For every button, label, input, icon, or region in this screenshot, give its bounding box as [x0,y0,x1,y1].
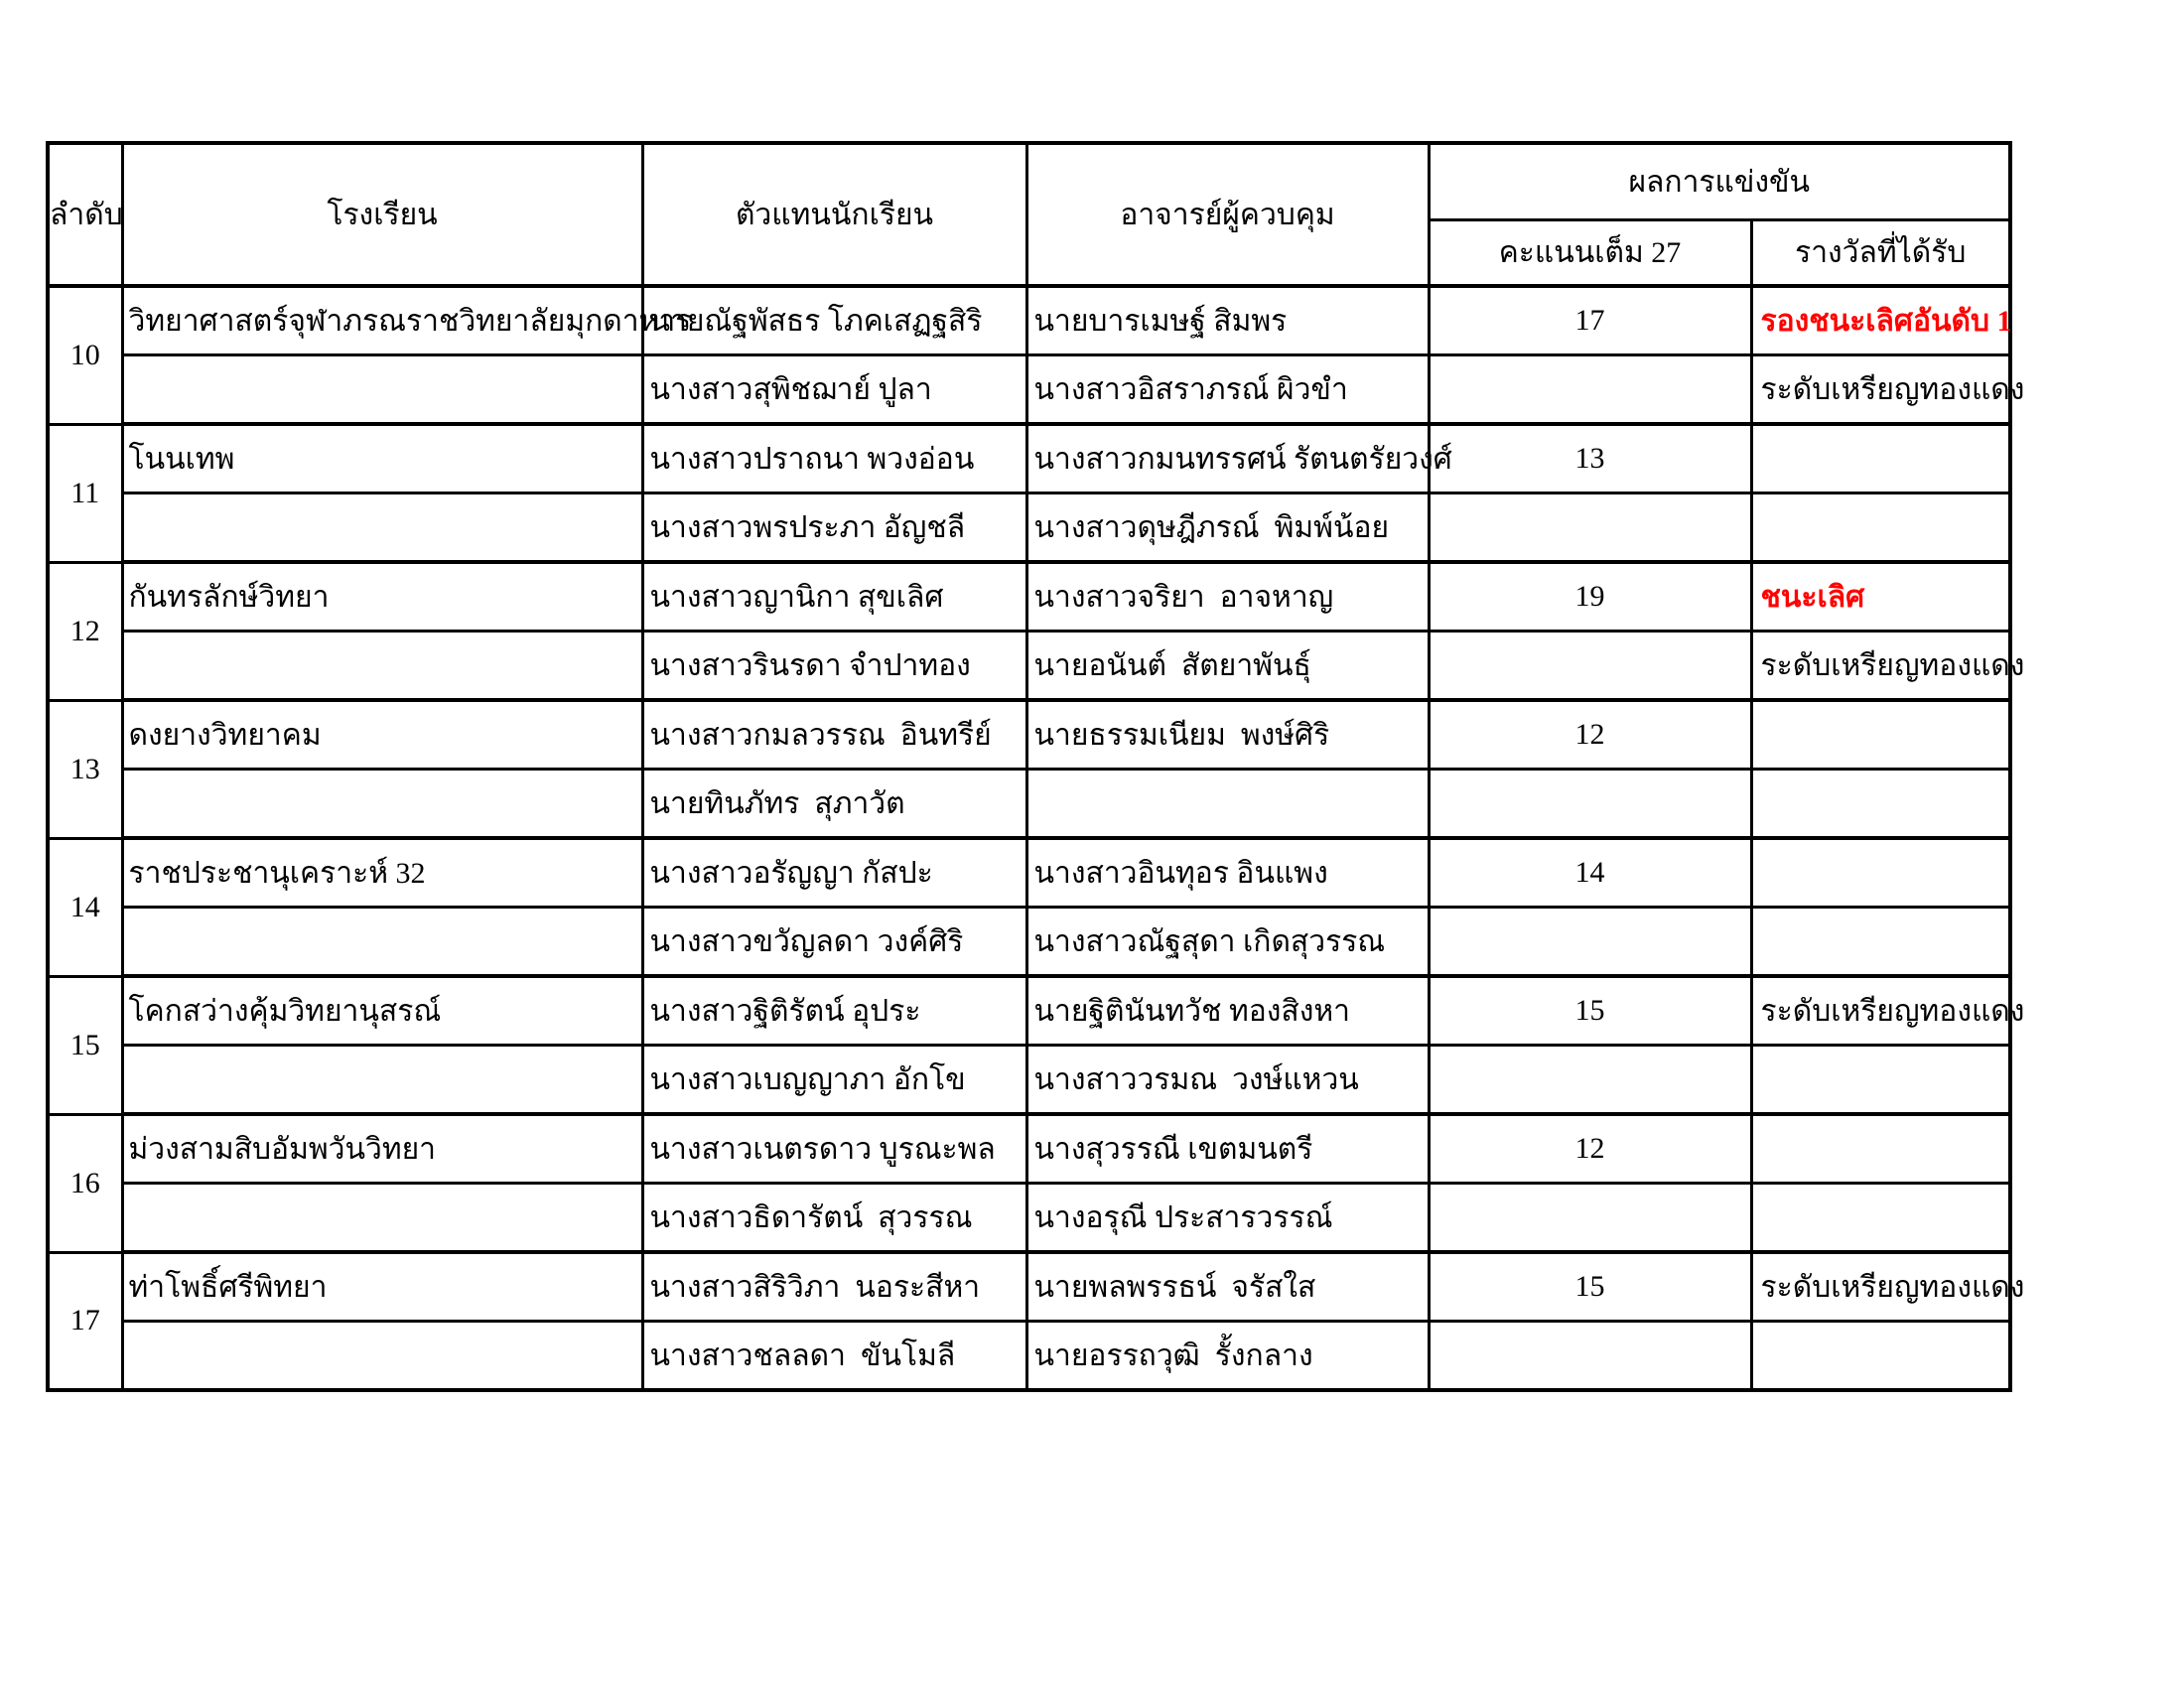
teacher1-cell: นางสาวกมนทรรศน์ รัตนตรัยวงศ์ [1026,424,1429,493]
header-score: คะแนนเต็ม 27 [1429,220,1751,287]
school-cell: โคกสว่างคุ้มวิทยานุสรณ์ [122,976,642,1046]
teacher2-cell: นางสาวณัฐสุดา เกิดสุวรรณ [1026,908,1429,977]
teacher2-cell: นายอรรถวุฒิ รั้งกลาง [1026,1322,1429,1391]
award2-cell: ระดับเหรียญทองแดง [1751,632,2010,701]
score-empty-cell [1429,1322,1751,1391]
school-cell: ม่วงสามสิบอัมพวันวิทยา [122,1114,642,1184]
student1-cell: นางสาวญานิกา สุขเลิศ [642,562,1026,632]
student1-cell: นางสาวเนตรดาว บูรณะพล [642,1114,1026,1184]
school-cell: วิทยาศาสตร์จุฬาภรณราชวิทยาลัยมุกดาหาร [122,286,642,355]
teacher2-cell [1026,770,1429,839]
award1-cell: ระดับเหรียญทองแดง [1751,976,2010,1046]
score-empty-cell [1429,493,1751,563]
student1-cell: นายณัฐพัสธร โภคเสฏฐสิริ [642,286,1026,355]
table-row-second-line [48,1046,2010,1115]
student1-cell: นางสาวปราถนา พวงอ่อน [642,424,1026,493]
award1-cell: รองชนะเลิศอันดับ 1 [1751,286,2010,355]
score-empty-cell [1429,770,1751,839]
teacher2-cell: นายอนันต์ สัตยาพันธุ์ [1026,632,1429,701]
school-empty-cell [122,1046,642,1115]
header-students: ตัวแทนนักเรียน [642,143,1026,286]
teacher1-cell: นางสาวจริยา อาจหาญ [1026,562,1429,632]
table-header [48,143,2010,286]
score-cell: 14 [1429,838,1751,908]
table-row-second-line [48,908,2010,977]
score-cell: 12 [1429,1114,1751,1184]
table-row-second-line [48,355,2010,425]
award1-cell: ระดับเหรียญทองแดง [1751,1252,2010,1322]
school-cell: ดงยางวิทยาคม [122,700,642,770]
school-cell: กันทรลักษ์วิทยา [122,562,642,632]
student2-cell: นางสาวรินรดา จำปาทอง [642,632,1026,701]
order-cell: 14 [48,838,122,976]
table-row-second-line [48,1184,2010,1253]
student2-cell: นางสาวชลลดา ขันโมลี [642,1322,1026,1391]
student2-cell: นายทินภัทร สุภาวัต [642,770,1026,839]
student2-cell: นางสาวสุพิชฌาย์ ปูลา [642,355,1026,425]
header-award: รางวัลที่ได้รับ [1751,220,2010,287]
teacher1-cell: นางสาวอินทุอร อินแพง [1026,838,1429,908]
school-cell: ท่าโพธิ์ศรีพิทยา [122,1252,642,1322]
score-cell: 13 [1429,424,1751,493]
student2-cell: นางสาวธิดารัตน์ สุวรรณ [642,1184,1026,1253]
table-row [48,838,2010,908]
order-cell: 15 [48,976,122,1114]
score-empty-cell [1429,632,1751,701]
award1-cell [1751,700,2010,770]
score-cell: 15 [1429,1252,1751,1322]
score-cell: 12 [1429,700,1751,770]
teacher1-cell: นายบารเมษฐ์ สิมพร [1026,286,1429,355]
header-school: โรงเรียน [122,143,642,286]
school-empty-cell [122,355,642,425]
school-empty-cell [122,1322,642,1391]
teacher2-cell: นางอรุณี ประสารวรรณ์ [1026,1184,1429,1253]
table-row [48,424,2010,493]
table-row-second-line [48,632,2010,701]
award2-cell [1751,908,2010,977]
student2-cell: นางสาวพรประภา อัญชลี [642,493,1026,563]
score-empty-cell [1429,908,1751,977]
school-empty-cell [122,493,642,563]
student1-cell: นางสาวฐิติรัตน์ อุประ [642,976,1026,1046]
award1-cell: ชนะเลิศ [1751,562,2010,632]
award2-cell: ระดับเหรียญทองแดง [1751,355,2010,425]
score-empty-cell [1429,1046,1751,1115]
table-row-second-line [48,1322,2010,1391]
school-cell: ราชประชานุเคราะห์ 32 [122,838,642,908]
student2-cell: นางสาวเบญญาภา อักโข [642,1046,1026,1115]
school-empty-cell [122,770,642,839]
table-row [48,286,2010,355]
award2-cell [1751,1046,2010,1115]
results-table [46,141,2025,1392]
school-empty-cell [122,908,642,977]
student1-cell: นางสาวสิริวิภา นอระสีหา [642,1252,1026,1322]
table-row-second-line [48,493,2010,563]
score-empty-cell [1429,1184,1751,1253]
score-cell: 15 [1429,976,1751,1046]
award2-cell [1751,1184,2010,1253]
teacher2-cell: นางสาววรมณ วงษ์แหวน [1026,1046,1429,1115]
header-teachers: อาจารย์ผู้ควบคุม [1026,143,1429,286]
table-body [48,286,2025,1390]
order-cell: 12 [48,562,122,700]
student2-cell: นางสาวขวัญลดา วงค์ศิริ [642,908,1026,977]
table-row [48,562,2010,632]
award1-cell [1751,1114,2010,1184]
award2-cell [1751,493,2010,563]
order-cell: 16 [48,1114,122,1252]
award1-cell [1751,838,2010,908]
student1-cell: นางสาวอรัญญา กัสปะ [642,838,1026,908]
table-row [48,1114,2010,1184]
school-cell: โนนเทพ [122,424,642,493]
header-result-group: ผลการแข่งขัน [1429,143,2010,220]
score-cell: 19 [1429,562,1751,632]
award2-cell [1751,770,2010,839]
school-empty-cell [122,632,642,701]
table-row-second-line [48,770,2010,839]
table-row [48,1252,2010,1322]
teacher1-cell: นายธรรมเนียม พงษ์ศิริ [1026,700,1429,770]
award2-cell [1751,1322,2010,1391]
order-cell: 11 [48,424,122,562]
teacher1-cell: นายพลพรรธน์ จรัสใส [1026,1252,1429,1322]
teacher1-cell: นายฐิตินันทวัช ทองสิงหา [1026,976,1429,1046]
teacher2-cell: นางสาวอิสราภรณ์ ผิวขำ [1026,355,1429,425]
table-row [48,700,2010,770]
order-cell: 13 [48,700,122,838]
student1-cell: นางสาวกมลวรรณ อินทรีย์ [642,700,1026,770]
order-cell: 10 [48,286,122,424]
award1-cell [1751,424,2010,493]
teacher1-cell: นางสุวรรณี เขตมนตรี [1026,1114,1429,1184]
order-cell: 17 [48,1252,122,1390]
header-order: ลำดับ [48,143,122,286]
score-empty-cell [1429,355,1751,425]
score-cell: 17 [1429,286,1751,355]
table-row [48,976,2010,1046]
school-empty-cell [122,1184,642,1253]
teacher2-cell: นางสาวดุษฎีภรณ์ พิมพ์น้อย [1026,493,1429,563]
